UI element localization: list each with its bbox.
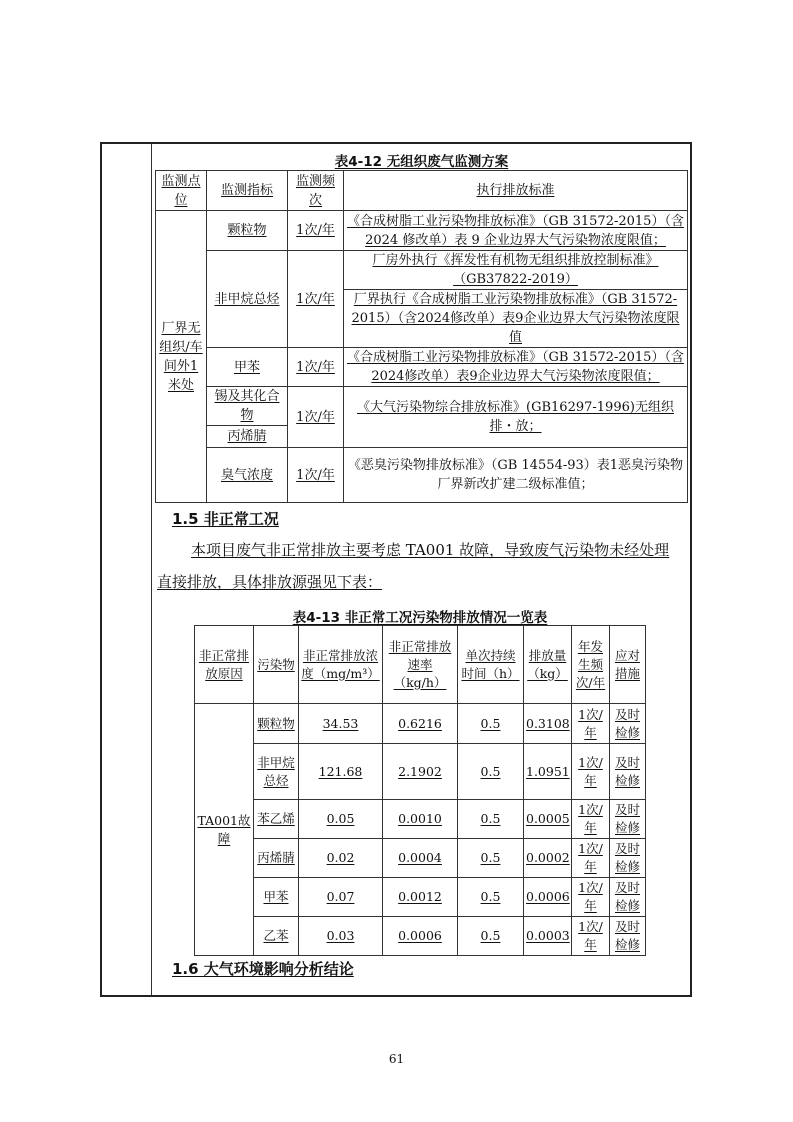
header-pollutant: 污染物 [254, 626, 299, 704]
indicator-cell: 锡及其化合物 [207, 387, 288, 426]
duration-cell: 0.5 [458, 800, 524, 839]
indicator-cell: 非甲烷总烃 [207, 251, 288, 348]
header-location: 监测点位 [156, 171, 207, 211]
concentration-cell: 0.05 [299, 800, 383, 839]
frame-divider [151, 144, 152, 995]
header-rate: 非正常排放速率（kg/h） [383, 626, 458, 704]
measure-cell: 及时检修 [610, 704, 646, 744]
location-cell: 厂界无组织/车间外1米处 [156, 211, 207, 503]
header-standard: 执行排放标准 [344, 171, 688, 211]
pollutant-cell: 苯乙烯 [254, 800, 299, 839]
table-row [156, 348, 688, 387]
section-heading-1-5: 1.5 非正常工况 [172, 510, 279, 528]
standard-cell: 《合成树脂工业污染物排放标准》（GB 31572-2015）（含 2024 修改单）表 9 企业边界大气污染物浓度限值； [344, 211, 688, 251]
standard-cell: 《合成树脂工业污染物排放标准》（GB 31572-2015）（含2024修改单）表9企业边界大气污染物浓度限值； [344, 348, 688, 387]
rate-cell: 0.0010 [383, 800, 458, 839]
pollutant-cell: 乙苯 [254, 917, 299, 956]
header-frequency: 年发生频次/年 [572, 626, 610, 704]
measure-cell: 及时检修 [610, 839, 646, 878]
table-row [195, 839, 646, 878]
measure-cell: 及时检修 [610, 744, 646, 800]
frequency-cell: 1次/年 [288, 211, 344, 251]
frequency-cell: 1次/年 [572, 744, 610, 800]
table-header-row [195, 626, 646, 704]
abnormal-emission-table [194, 625, 646, 956]
pollutant-cell: 颗粒物 [254, 704, 299, 744]
cause-cell: TA001故障 [195, 704, 254, 956]
paragraph-line: 直接排放，具体排放源强见下表： [157, 573, 383, 591]
standard-cell: 《大气污染物综合排放标准》(GB16297-1996)无组织排・放； [344, 387, 688, 448]
pollutant-cell: 甲苯 [254, 878, 299, 917]
paragraph [157, 534, 689, 566]
concentration-cell: 121.68 [299, 744, 383, 800]
table-row [156, 211, 688, 251]
indicator-cell: 颗粒物 [207, 211, 288, 251]
concentration-cell: 0.03 [299, 917, 383, 956]
indicator-cell: 臭气浓度 [207, 448, 288, 503]
concentration-cell: 34.53 [299, 704, 383, 744]
pollutant-cell: 丙烯腈 [254, 839, 299, 878]
header-measure: 应对措施 [610, 626, 646, 704]
page-number: 61 [388, 1052, 405, 1066]
table-row [195, 917, 646, 956]
table-row [195, 744, 646, 800]
pollutant-cell: 非甲烷总烃 [254, 744, 299, 800]
table-row [195, 704, 646, 744]
table-row [156, 251, 688, 290]
amount-cell: 0.0003 [524, 917, 572, 956]
duration-cell: 0.5 [458, 839, 524, 878]
monitoring-plan-table [155, 170, 688, 503]
amount-cell: 0.0002 [524, 839, 572, 878]
rate-cell: 0.0006 [383, 917, 458, 956]
section-heading-1-6: 1.6 大气环境影响分析结论 [172, 960, 354, 978]
frequency-cell: 1次/年 [572, 800, 610, 839]
table-row [156, 387, 688, 426]
standard-cell: 厂房外执行《挥发性有机物无组织排放控制标准》（GB37822-2019） [344, 251, 688, 290]
indicator-cell: 甲苯 [207, 348, 288, 387]
frequency-cell: 1次/年 [288, 448, 344, 503]
frequency-cell: 1次/年 [288, 387, 344, 448]
measure-cell: 及时检修 [610, 800, 646, 839]
concentration-cell: 0.07 [299, 878, 383, 917]
duration-cell: 0.5 [458, 744, 524, 800]
paragraph-line: 本项目废气非正常排放主要考虑 TA001 故障，导致废气污染物未经处理 [191, 541, 670, 559]
table-row [156, 448, 688, 503]
header-indicator: 监测指标 [207, 171, 288, 211]
rate-cell: 2.1902 [383, 744, 458, 800]
frequency-cell: 1次/年 [288, 348, 344, 387]
duration-cell: 0.5 [458, 917, 524, 956]
header-amount: 排放量（kg） [524, 626, 572, 704]
amount-cell: 0.0005 [524, 800, 572, 839]
paragraph [157, 566, 689, 598]
table-header-row [156, 171, 688, 211]
frequency-cell: 1次/年 [572, 704, 610, 744]
header-concentration: 非正常排放浓度（mg/m³） [299, 626, 383, 704]
table-row [195, 878, 646, 917]
table1-caption: 表4-12 无组织废气监测方案 [334, 154, 509, 170]
header-duration: 单次持续时间（h） [458, 626, 524, 704]
duration-cell: 0.5 [458, 878, 524, 917]
frequency-cell: 1次/年 [572, 878, 610, 917]
standard-cell: 厂界执行《合成树脂工业污染物排放标准》（GB 31572-2015）（含2024修改单）表9企业边界大气污染物浓度限值 [344, 290, 688, 348]
indicator-cell: 丙烯腈 [207, 426, 288, 448]
frequency-cell: 1次/年 [288, 251, 344, 348]
duration-cell: 0.5 [458, 704, 524, 744]
measure-cell: 及时检修 [610, 917, 646, 956]
header-frequency: 监测频次 [288, 171, 344, 211]
table-row [195, 800, 646, 839]
header-cause: 非正常排放原因 [195, 626, 254, 704]
standard-cell: 《恶臭污染物排放标准》（GB 14554-93）表1恶臭污染物厂界新改扩建二级标准值； [344, 448, 688, 503]
measure-cell: 及时检修 [610, 878, 646, 917]
frequency-cell: 1次/年 [572, 917, 610, 956]
amount-cell: 0.3108 [524, 704, 572, 744]
table2-caption: 表4-13 非正常工况污染物排放情况一览表 [292, 610, 548, 626]
rate-cell: 0.0004 [383, 839, 458, 878]
concentration-cell: 0.02 [299, 839, 383, 878]
amount-cell: 1.0951 [524, 744, 572, 800]
rate-cell: 0.0012 [383, 878, 458, 917]
frequency-cell: 1次/年 [572, 839, 610, 878]
amount-cell: 0.0006 [524, 878, 572, 917]
rate-cell: 0.6216 [383, 704, 458, 744]
